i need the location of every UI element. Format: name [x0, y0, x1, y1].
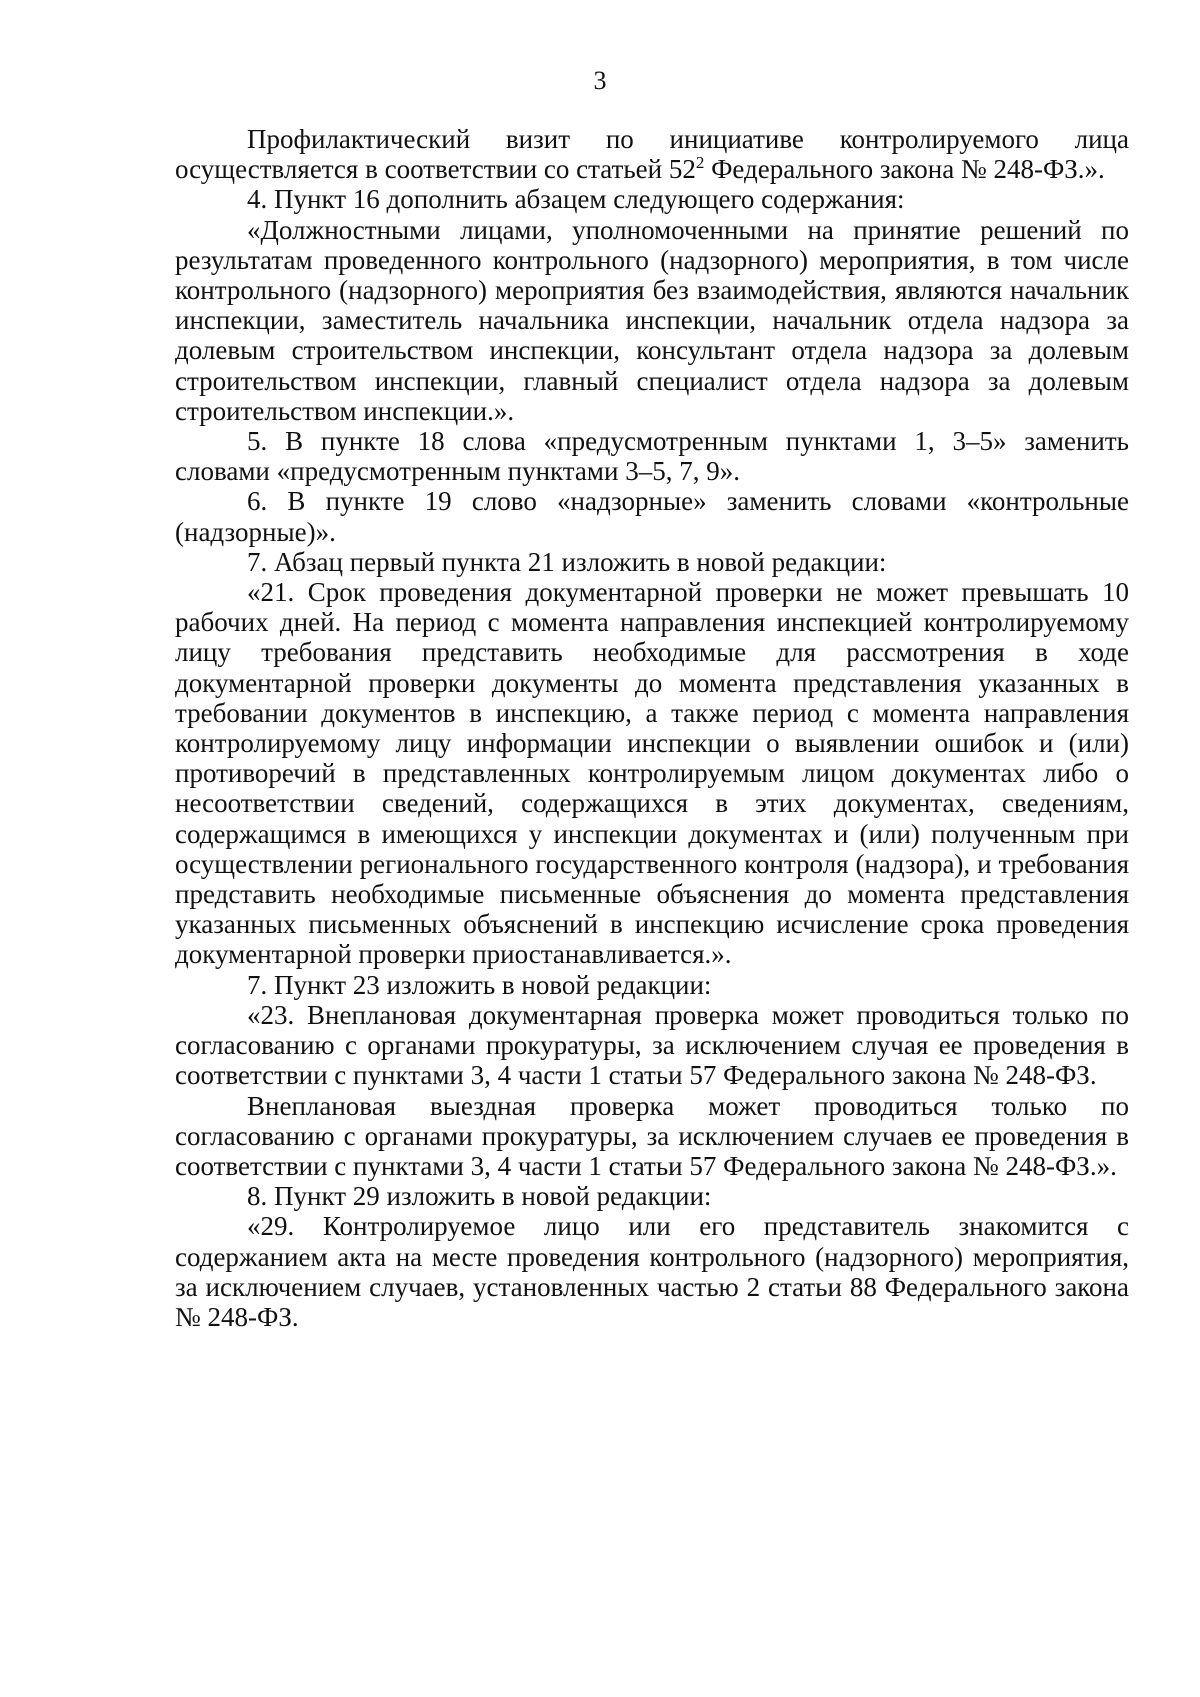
paragraph-item-7-first: 7. Абзац первый пункта 21 изложить в новой редакции: [247, 546, 887, 577]
paragraph-item-4: 4. Пункт 16 дополнить абзацем следующего содержания: [247, 184, 905, 215]
paragraph-quote-officials: «Должностными лицами, уполномоченными на принятие решений по результатам проведенного контрольного (надзорного) мероприятия, в том числе контрольного (надзорного) мероприятия без взаимодействия, являются начальник инспекции, заместитель начальника инспекции, начальник отдела надзора за долевым строительством инспекции, консультант отдела надзора за долевым строительством инспекции, главный специалист отдела надзора за долевым строительством инспекции.». [175, 214, 1129, 426]
paragraph-item-6: 6. В пункте 19 слово «надзорные» заменить словами «контрольные (надзорные)». [175, 486, 1129, 547]
paragraph-quote-29: «29. Контролируемое лицо или его представитель знакомится с содержанием акта на месте проведения контрольного (надзорного) мероприятия, за исключением случаев, установленных частью 2 статьи 88 Федерального закона № 248-ФЗ. [175, 1211, 1129, 1332]
document-body [175, 124, 1129, 1332]
article-superscript: 2 [695, 153, 705, 173]
paragraph-item-7-second: 7. Пункт 23 изложить в новой редакции: [247, 969, 712, 1000]
paragraph-item-8: 8. Пункт 29 изложить в новой редакции: [247, 1181, 712, 1212]
paragraph-unscheduled-visit: Внеплановая выездная проверка может проводиться только по согласованию с органами прокуратуры, за исключением случаев ее проведения в соответствии с пунктами 3, 4 части 1 статьи 57 Федерального закона № 248-ФЗ.». [175, 1090, 1129, 1181]
paragraph-item-5: 5. В пункте 18 слова «предусмотренным пунктами 1, 3–5» заменить словами «предусмотренным пунктами 3–5, 7, 9». [175, 426, 1129, 487]
paragraph-quote-21: «21. Срок проведения документарной проверки не может превышать 10 рабочих дней. На период с момента направления инспекцией контролируемому лицу требования представить необходимые для рассмотрения в ходе документарной проверки документы до момента представления указанных в требовании документов в инспекцию, а также период с момента направления контролируемому лицу информации инспекции о выявлении ошибок и (или) противоречий в представленных контролируемым лицом документах либо о несоответствии сведений, содержащихся в этих документах, сведениям, содержащимся в имеющихся у инспекции документах и (или) полученным при осуществлении регионального государственного контроля (надзора), и требования представить необходимые письменные объяснения до момента представления указанных письменных объяснений в инспекцию исчисление срока проведения документарной проверки приостанавливается.». [175, 577, 1129, 970]
page-number: 3 [593, 66, 607, 95]
paragraph-preventive-visit: Профилактический визит по инициативе контролируемого лица осуществляется в соответствии со статьей $52^2$ Федерального закона № 248-ФЗ.». [175, 124, 1129, 185]
paragraph-quote-23: «23. Внеплановая документарная проверка может проводиться только по согласованию с органами прокуратуры, за исключением случая ее проведения в соответствии с пунктами 3, 4 части 1 статьи 57 Федерального закона № 248-ФЗ. [175, 999, 1129, 1091]
